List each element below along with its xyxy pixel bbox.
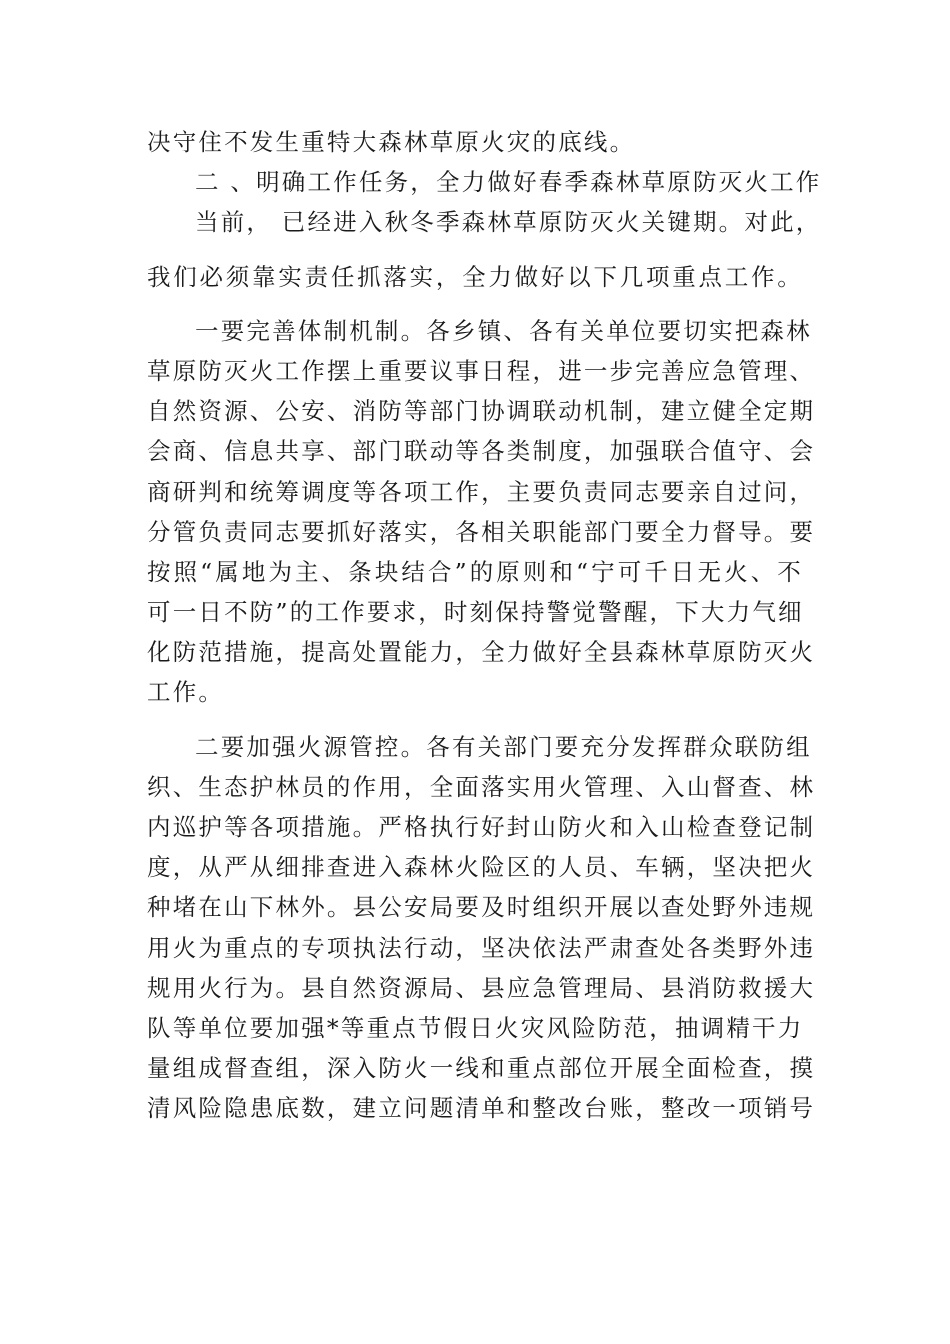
body-line: 决守住不发生重特大森林草原火灾的底线。 xyxy=(147,128,636,156)
body-line: 我们必须靠实责任抓落实，全力做好以下几项重点工作。 xyxy=(147,262,803,291)
body-line: 化防范措施，提高处置能力，全力做好全县森林草原防灭火 xyxy=(147,638,816,667)
body-line: 织、生态护林员的作用，全面落实用火管理、入山督查、林 xyxy=(147,772,816,801)
document-body xyxy=(147,122,822,1129)
body-line: 分管负责同志要抓好落实，各相关职能部门要全力督导。要 xyxy=(147,517,816,546)
body-line: 当前， 已经进入秋冬季森林草原防灭火关键期。对此， xyxy=(195,208,822,237)
section-heading: 二 、明确工作任务，全力做好春季森林草原防灭火工作 xyxy=(195,168,822,197)
body-line: 按照“属地为主、条块结合”的原则和“宁可千日无火、不 xyxy=(147,557,803,586)
paragraph-first-line: 二要加强火源管控。各有关部门要充分发挥群众联防组 xyxy=(195,732,812,761)
body-line: 清风险隐患底数，建立问题清单和整改台账，整改一项销号 xyxy=(147,1094,816,1123)
paragraph-first-line: 一要完善体制机制。各乡镇、各有关单位要切实把森林 xyxy=(195,316,812,345)
body-line: 量组成督查组，深入防火一线和重点部位开展全面检查，摸 xyxy=(147,1054,816,1083)
body-line: 工作。 xyxy=(147,678,225,707)
body-line: 种堵在山下林外。县公安局要及时组织开展以查处野外违规 xyxy=(147,893,816,922)
body-line: 队等单位要加强*等重点节假日火灾风险防范，抽调精干力 xyxy=(147,1013,804,1042)
body-line: 用火为重点的专项执法行动，坚决依法严肃查处各类野外违 xyxy=(147,933,816,962)
body-line: 自然资源、公安、消防等部门协调联动机制，建立健全定期 xyxy=(147,397,816,426)
body-line: 会商、信息共享、部门联动等各类制度，加强联合值守、会 xyxy=(147,437,816,466)
body-line: 度，从严从细排查进入森林火险区的人员、车辆，坚决把火 xyxy=(147,853,816,882)
body-line: 商研判和统筹调度等各项工作，主要负责同志要亲自过问， xyxy=(147,477,816,506)
body-line: 规用火行为。县自然资源局、县应急管理局、县消防救援大 xyxy=(147,973,816,1002)
body-line: 草原防灭火工作摆上重要议事日程，进一步完善应急管理、 xyxy=(147,356,816,385)
body-line: 内巡护等各项措施。严格执行好封山防火和入山检查登记制 xyxy=(147,813,816,841)
body-line: 可一日不防”的工作要求，时刻保持警觉警醒，下大力气细 xyxy=(147,598,804,627)
